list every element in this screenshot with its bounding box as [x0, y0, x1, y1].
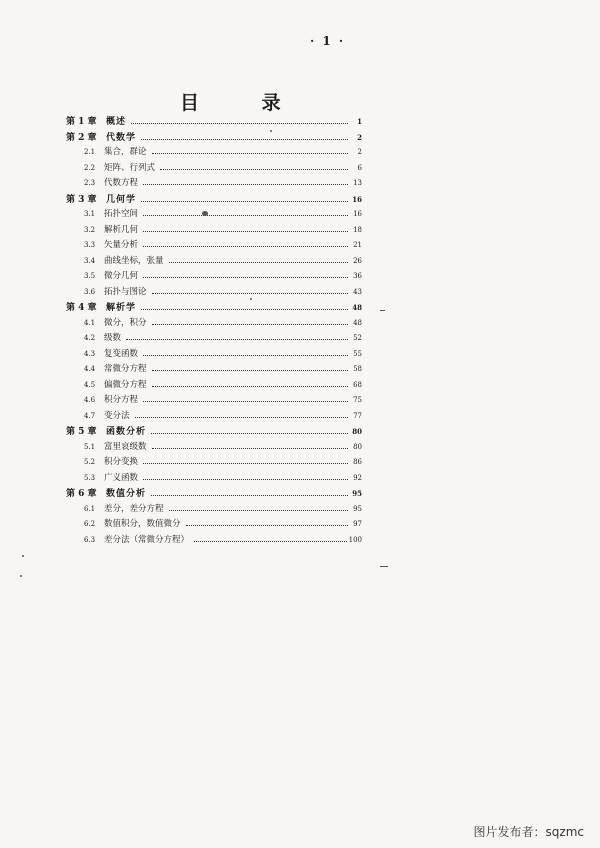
entry-page: 80	[353, 442, 362, 451]
entry-label: 概述	[106, 117, 127, 127]
entry-label: 广义函数	[104, 472, 139, 483]
entry-number: 4.4	[84, 365, 96, 373]
dot-leader	[135, 416, 348, 418]
entry-label: 微分几何	[104, 271, 139, 281]
entry-label: 函数分析	[106, 427, 147, 437]
entry-page: 100	[348, 535, 362, 544]
dot-leader	[152, 323, 348, 325]
entry-number: 6.1	[84, 504, 96, 513]
toc-section-entry	[66, 378, 362, 394]
entry-label: 拓扑与图论	[104, 286, 147, 297]
toc-chapter-entry	[66, 114, 362, 130]
toc-section-entry	[66, 393, 362, 409]
dot-leader	[143, 183, 348, 185]
dot-leader	[141, 308, 348, 310]
entry-page: 95	[352, 489, 362, 498]
dot-leader	[169, 509, 348, 511]
entry-page: 48	[352, 303, 362, 312]
toc-section-entry	[66, 161, 362, 177]
page-number: · 1 ·	[310, 34, 346, 48]
entry-page: 97	[353, 520, 362, 528]
entry-label: 曲线坐标，张量	[104, 255, 164, 266]
entry-label: 数值积分，数值微分	[104, 519, 181, 529]
entry-number: 2.1	[84, 148, 96, 156]
dot-leader	[143, 214, 348, 216]
entry-label: 集合，群论	[104, 147, 147, 157]
entry-label: 数值分析	[106, 489, 147, 499]
dot-leader	[141, 138, 348, 140]
dot-leader	[186, 524, 348, 526]
toc-section-entry	[66, 502, 362, 518]
dot-leader	[169, 261, 348, 263]
entry-label: 常微分方程	[104, 364, 147, 374]
entry-label: 差分法（常微分方程）	[104, 534, 190, 545]
toc-section-entry	[66, 533, 362, 549]
entry-page: 48	[353, 318, 362, 327]
dot-leader	[152, 369, 348, 371]
dot-leader	[126, 338, 348, 340]
entry-number: 第 4 章	[66, 303, 97, 313]
toc-section-entry	[66, 440, 362, 456]
entry-number: 4.6	[84, 396, 96, 404]
entry-label: 解析几何	[104, 224, 139, 235]
toc-chapter-entry	[66, 300, 362, 316]
entry-label: 几何学	[106, 194, 137, 205]
dot-leader	[160, 168, 348, 170]
dot-leader	[151, 494, 348, 496]
entry-label: 微分，积分	[104, 317, 147, 328]
toc-section-entry	[66, 316, 362, 332]
entry-number: 第 6 章	[66, 489, 97, 499]
dot-leader	[143, 354, 348, 356]
entry-number: 第 2 章	[66, 132, 97, 143]
entry-label: 级数	[104, 333, 122, 343]
entry-number: 第 5 章	[66, 427, 97, 437]
entry-page: 92	[353, 473, 362, 482]
dot-leader	[143, 276, 348, 278]
entry-number: 5.2	[84, 458, 96, 466]
dot-leader	[143, 230, 348, 232]
entry-page: 68	[353, 380, 362, 389]
table-of-contents	[66, 114, 362, 548]
entry-page: 36	[353, 272, 362, 280]
entry-page: 52	[353, 334, 362, 342]
entry-number: 5.1	[84, 442, 96, 451]
entry-number: 3.6	[84, 287, 96, 296]
toc-section-entry	[66, 471, 362, 487]
toc-section-entry	[66, 145, 362, 161]
entry-label: 代数方程	[104, 178, 139, 188]
entry-number: 3.5	[84, 272, 96, 280]
entry-label: 偏微分方程	[104, 379, 147, 390]
entry-page: 2	[357, 132, 362, 142]
entry-number: 6.2	[84, 520, 96, 528]
dust-speck	[20, 575, 22, 577]
entry-number: 4.1	[84, 318, 96, 327]
dot-leader	[151, 432, 348, 434]
dot-leader	[152, 292, 348, 294]
toc-section-entry	[66, 517, 362, 533]
toc-section-entry	[66, 207, 362, 223]
entry-page: 55	[353, 349, 362, 358]
entry-page: 1	[357, 117, 362, 126]
dust-speck	[250, 298, 252, 300]
entry-page: 43	[353, 287, 362, 296]
entry-number: 2.3	[84, 179, 96, 187]
dot-leader	[131, 122, 348, 124]
entry-number: 4.2	[84, 334, 96, 342]
dot-leader	[143, 478, 348, 480]
toc-section-entry	[66, 362, 362, 378]
dot-leader	[143, 245, 348, 247]
dot-leader	[194, 540, 347, 542]
entry-label: 差分，差分方程	[104, 503, 164, 514]
entry-page: 80	[352, 427, 362, 436]
dot-leader	[143, 400, 348, 402]
entry-number: 第 1 章	[66, 117, 97, 127]
entry-number: 6.3	[84, 535, 96, 544]
entry-page: 75	[353, 396, 362, 404]
toc-section-entry	[66, 223, 362, 239]
scan-mark	[380, 566, 388, 567]
entry-number: 3.3	[84, 241, 96, 249]
dot-leader	[152, 385, 348, 387]
toc-section-entry	[66, 347, 362, 363]
entry-number: 3.4	[84, 256, 96, 265]
entry-page: 16	[352, 194, 362, 204]
entry-page: 2	[357, 148, 362, 156]
toc-section-entry	[66, 285, 362, 301]
dust-speck	[22, 555, 24, 557]
entry-page: 13	[353, 179, 362, 187]
entry-page: 18	[353, 225, 362, 234]
dust-speck	[270, 130, 272, 132]
entry-label: 矢量分析	[104, 240, 139, 250]
scan-mark	[380, 310, 385, 311]
entry-label: 代数学	[106, 132, 137, 143]
entry-label: 变分法	[104, 410, 130, 421]
toc-title: 目 录	[180, 92, 309, 114]
entry-page: 16	[353, 210, 362, 218]
entry-page: 58	[353, 365, 362, 373]
entry-label: 复变函数	[104, 348, 139, 359]
entry-number: 4.5	[84, 380, 96, 389]
entry-page: 21	[353, 241, 362, 249]
dot-leader	[152, 447, 348, 449]
entry-page: 86	[353, 458, 362, 466]
toc-section-entry	[66, 254, 362, 270]
toc-chapter-entry	[66, 192, 362, 208]
toc-section-entry	[66, 238, 362, 254]
entry-label: 积分方程	[104, 395, 139, 405]
entry-number: 2.2	[84, 163, 96, 172]
dot-leader	[152, 152, 348, 154]
entry-label: 富里哀级数	[104, 441, 147, 452]
toc-section-entry	[66, 455, 362, 471]
toc-chapter-entry	[66, 130, 362, 146]
entry-page: 6	[357, 163, 362, 172]
toc-chapter-entry	[66, 486, 362, 502]
toc-section-entry	[66, 409, 362, 425]
toc-section-entry	[66, 269, 362, 285]
entry-number: 第 3 章	[66, 194, 97, 205]
entry-label: 矩阵、行列式	[104, 162, 156, 173]
entry-number: 3.2	[84, 225, 96, 234]
entry-page: 26	[353, 256, 362, 265]
entry-label: 拓扑空间	[104, 209, 139, 219]
entry-page: 77	[353, 411, 362, 420]
toc-chapter-entry	[66, 424, 362, 440]
dot-leader	[143, 462, 348, 464]
entry-page: 95	[353, 504, 362, 513]
entry-number: 4.7	[84, 411, 96, 420]
dot-leader	[141, 200, 348, 202]
entry-label: 解析学	[106, 303, 137, 313]
entry-number: 4.3	[84, 349, 96, 358]
toc-section-entry	[66, 176, 362, 192]
entry-label: 积分变换	[104, 457, 139, 467]
entry-number: 5.3	[84, 473, 96, 482]
ink-blot	[202, 211, 208, 216]
toc-section-entry	[66, 331, 362, 347]
watermark: 图片发布者：sqzmc	[473, 825, 584, 839]
entry-number: 3.1	[84, 210, 96, 218]
